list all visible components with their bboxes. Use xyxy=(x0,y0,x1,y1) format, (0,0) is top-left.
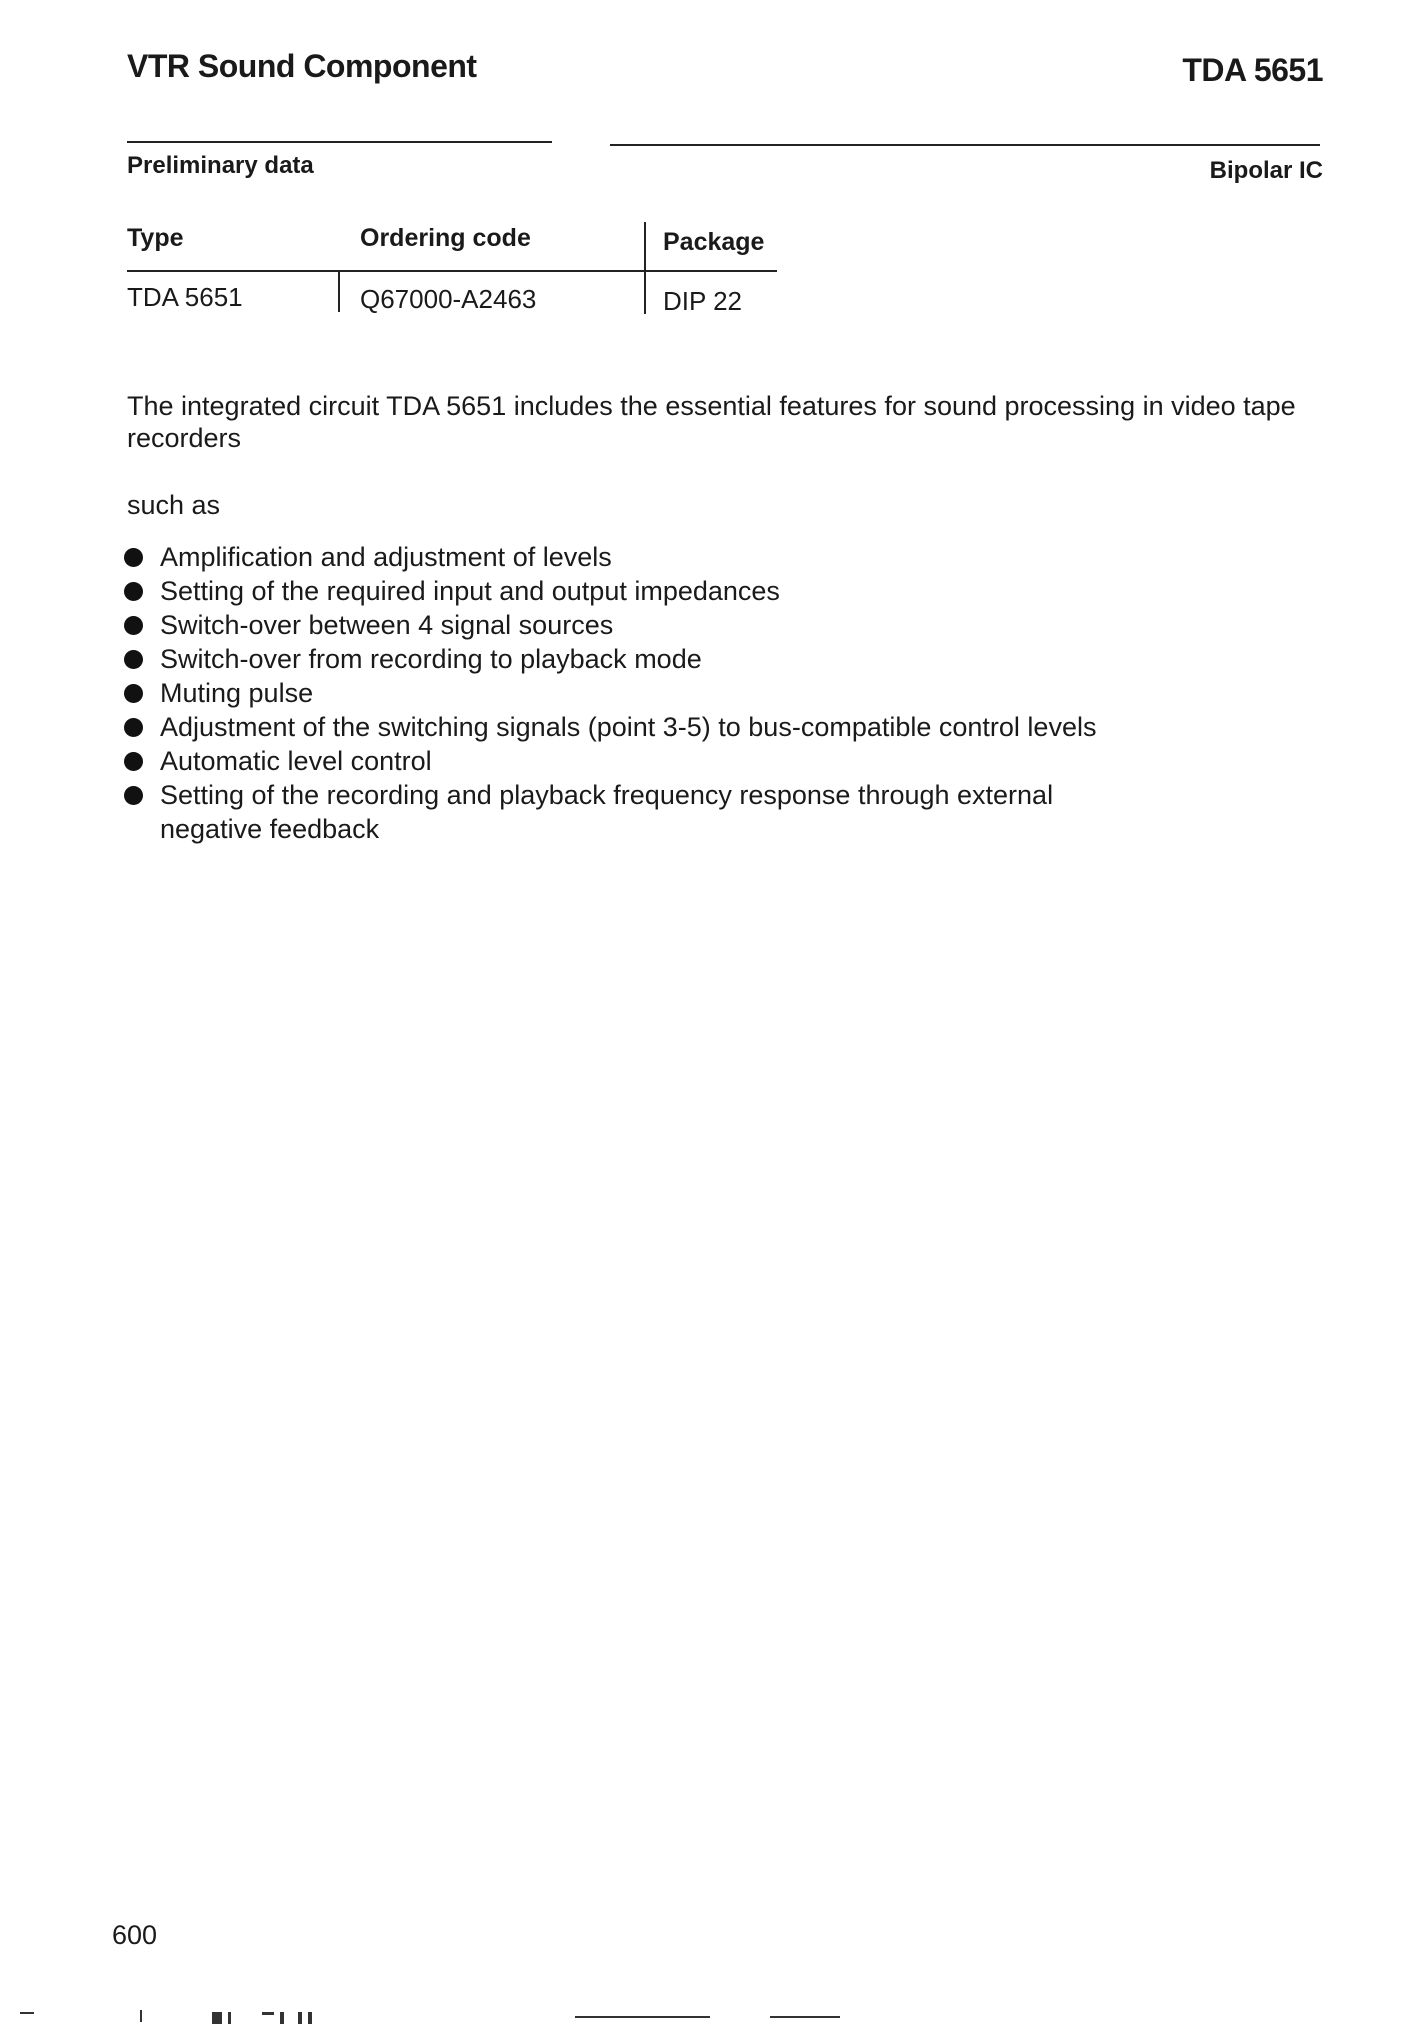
scan-artifact xyxy=(228,2012,231,2024)
scan-artifact xyxy=(212,2012,222,2024)
table-column-divider xyxy=(644,222,646,314)
list-item xyxy=(122,744,1302,778)
feature-text: Muting pulse xyxy=(160,678,314,708)
feature-list xyxy=(122,540,1302,846)
list-item xyxy=(122,540,1302,574)
table-cell-package: DIP 22 xyxy=(663,286,743,316)
column-header-type: Type xyxy=(127,224,184,252)
feature-text: Automatic level control xyxy=(160,746,432,776)
document-title: VTR Sound Component xyxy=(127,48,477,84)
header-rule-right xyxy=(610,144,1320,146)
scan-artifact xyxy=(308,2012,312,2024)
column-header-package: Package xyxy=(663,228,765,256)
feature-text: Adjustment of the switching signals (point 3-5) to bus-compatible control levels xyxy=(160,712,1097,742)
bullet-icon xyxy=(124,548,143,567)
scan-artifact xyxy=(280,2012,284,2024)
scan-artifact xyxy=(20,2012,34,2014)
table-column-divider xyxy=(338,270,340,312)
scan-artifact xyxy=(298,2012,302,2024)
feature-text: Setting of the required input and output impedances xyxy=(160,576,780,606)
table-cell-ordering-code: Q67000-A2463 xyxy=(360,284,537,314)
data-status: Preliminary data xyxy=(127,152,314,179)
intro-paragraph: The integrated circuit TDA 5651 includes the essential features for sound processing in video tape recorders xyxy=(127,391,1296,453)
scan-artifact xyxy=(262,2012,274,2015)
feature-text: Switch-over from recording to playback mode xyxy=(160,644,702,674)
bullet-icon xyxy=(124,650,143,669)
list-item xyxy=(122,710,1302,744)
feature-text: Amplification and adjustment of levels xyxy=(160,542,612,572)
bullet-icon xyxy=(124,718,143,737)
feature-lead-in: such as xyxy=(127,490,221,520)
list-item xyxy=(122,574,1302,608)
bullet-icon xyxy=(124,684,143,703)
feature-text: Switch-over between 4 signal sources xyxy=(160,610,614,640)
feature-text: Setting of the recording and playback frequency response through external negative feedback xyxy=(160,780,1054,844)
page-number: 600 xyxy=(112,1920,158,1950)
scan-artifact xyxy=(140,2010,142,2022)
list-item xyxy=(122,642,1302,676)
bullet-icon xyxy=(124,786,143,805)
technology-label: Bipolar IC xyxy=(1209,157,1323,184)
header-rule-left xyxy=(127,141,552,143)
bullet-icon xyxy=(124,752,143,771)
part-number: TDA 5651 xyxy=(1182,52,1323,88)
bullet-icon xyxy=(124,616,143,635)
list-item xyxy=(122,778,1160,846)
scan-artifact xyxy=(770,2016,840,2018)
scan-artifact xyxy=(575,2016,710,2018)
ordering-table xyxy=(127,222,787,322)
bullet-icon xyxy=(124,582,143,601)
list-item xyxy=(122,676,1302,710)
column-header-ordering-code: Ordering code xyxy=(360,224,531,252)
list-item xyxy=(122,608,1302,642)
table-cell-type: TDA 5651 xyxy=(127,282,243,312)
table-header-rule xyxy=(127,270,777,272)
